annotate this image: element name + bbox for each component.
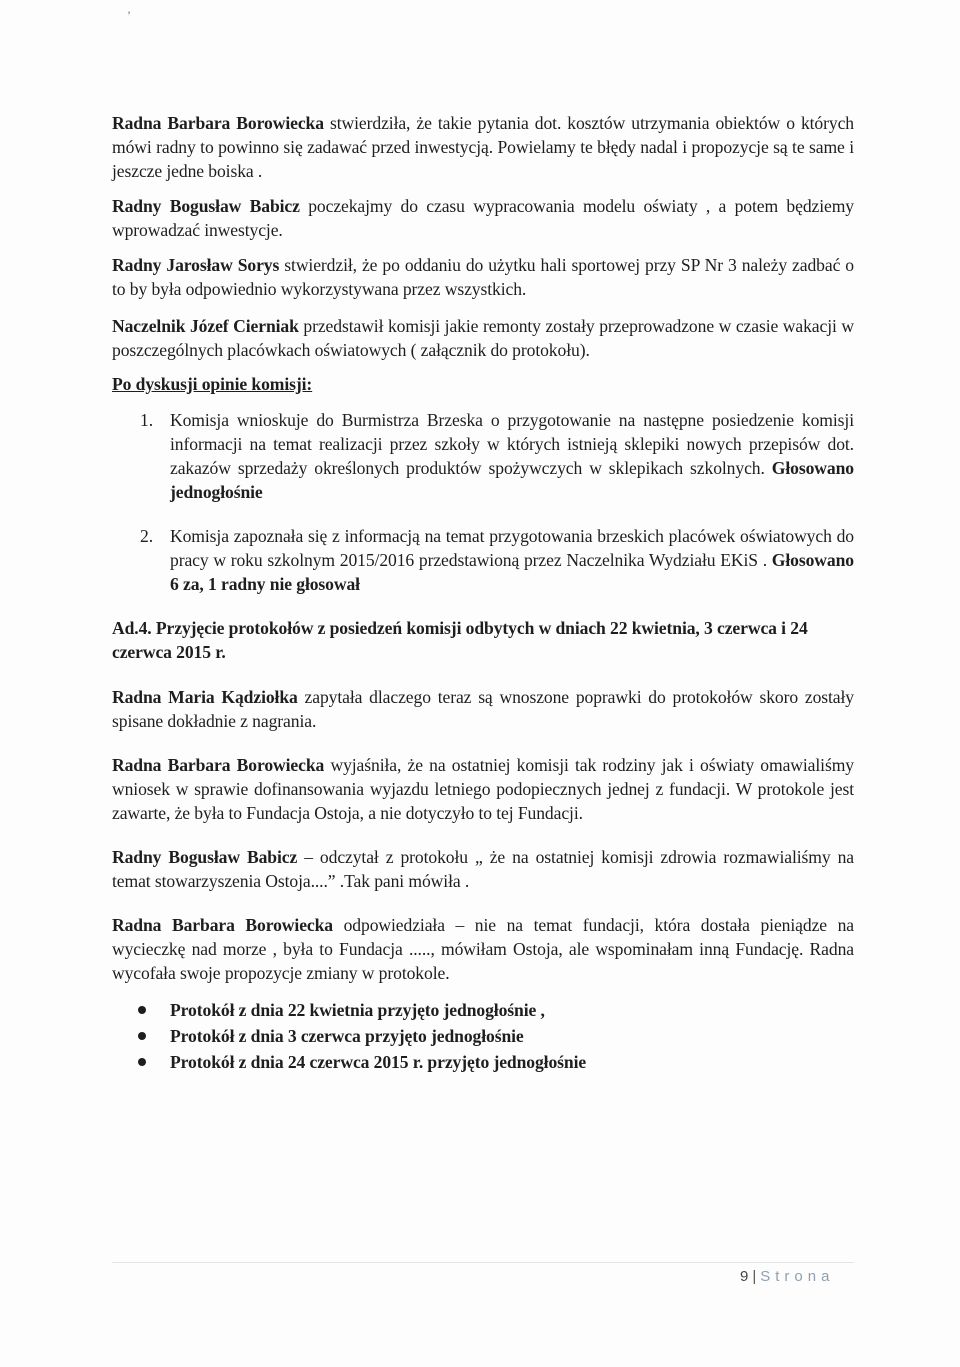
paragraph-text: stwierdziła, że takie pytania dot. kosztów utrzymania obiektów o których mówi radny to powinno się zadawać przed inwestycją. Powielamy te błędy nadal i propozycje są te same i jeszcze jedne boiska .	[112, 113, 854, 181]
paragraph-text: – odczytał z protokołu „ że na ostatniej komisji zdrowia rozmawialiśmy na temat stowarzyszenia Ostoja....” .Tak pani mówiła .	[112, 847, 854, 891]
protocol-list	[112, 997, 854, 1075]
speaker-name: Radna Barbara Borowiecka	[112, 113, 324, 133]
item-text: Komisja zapoznała się z informacją na temat przygotowania brzeskich placówek oświatowych do pracy w roku szkolnym 2015/2016 przedstawioną przez Naczelnika Wydziału EKiS .	[170, 526, 854, 570]
speaker-name: Radny Jarosław Sorys	[112, 255, 280, 275]
paragraph-text: stwierdził, że po oddaniu do użytku hali sportowej przy SP Nr 3 należy zadbać o to by była odpowiednio wykorzystywana przez wszystkich.	[112, 255, 854, 299]
paragraph-text: poczekajmy do czasu wypracowania modelu oświaty , a potem będziemy wprowadzać inwestycje.	[112, 196, 854, 240]
paragraph-kadziolka	[112, 685, 854, 733]
section-heading: Po dyskusji opinie komisji:	[112, 374, 313, 394]
bullet-text: Protokół z dnia 22 kwietnia przyjęto jednogłośnie ,	[170, 1000, 545, 1020]
agenda-point-heading: Ad.4. Przyjęcie protokołów z posiedzeń komisji odbytych w dniach 22 kwietnia, 3 czerwca i 24 czerwca 2015 r.	[112, 618, 808, 662]
bullet-item	[112, 997, 854, 1023]
item-number: 2.	[140, 526, 153, 546]
footer-label: Strona	[760, 1268, 835, 1285]
speaker-name: Naczelnik Józef Cierniak	[112, 316, 299, 336]
item-text: Komisja wnioskuje do Burmistrza Brzeska o przygotowanie na następne posiedzenie komisji informacji na temat realizacji przez szkoły w których istnieją sklepiki nowych przepisów dot. zakazów sprzedaży określonych produktów spożywczych w sklepikach szkolnych.	[170, 410, 854, 478]
opinion-list	[112, 408, 854, 596]
paragraph-borowiecka-3	[112, 913, 854, 985]
footer-divider	[112, 1262, 854, 1263]
bullet-item	[112, 1023, 854, 1049]
footer-separator: |	[752, 1268, 757, 1285]
speaker-name: Radna Barbara Borowiecka	[112, 915, 334, 935]
list-item	[112, 408, 854, 504]
bullet-dot-icon	[138, 1032, 146, 1040]
item-body	[170, 408, 854, 504]
speaker-name: Radny Bogusław Babicz	[112, 196, 300, 216]
vote-result: Głosowano 6 za, 1 radny nie głosował	[170, 550, 854, 594]
page-footer	[740, 1268, 834, 1285]
paragraph-text: przedstawił komisji jakie remonty zostały przeprowadzone w czasie wakacji w poszczególnych placówkach oświatowych ( załącznik do protokołu).	[112, 316, 854, 360]
vote-result: Głosowano jednogłośnie	[170, 458, 854, 502]
item-body	[170, 524, 854, 596]
bullet-text: Protokół z dnia 24 czerwca 2015 r. przyjęto jednogłośnie	[170, 1052, 587, 1072]
scan-speck: ’	[127, 8, 131, 22]
list-item	[112, 524, 854, 596]
paragraph-sorys	[112, 253, 854, 301]
paragraph-cierniak	[112, 314, 854, 362]
page-number: 9	[740, 1268, 749, 1285]
paragraph-text: odpowiedziała – nie na temat fundacji, która dostała pieniądze na wycieczkę nad morze , była to Fundacja ....., mówiłam Ostoja, ale wspominałam inną Fundację. Radna wycofała swoje propozycje zmiany w protokole.	[112, 915, 854, 983]
bullet-text: Protokół z dnia 3 czerwca przyjęto jednogłośnie	[170, 1026, 524, 1046]
paragraph-babicz-1	[112, 194, 854, 242]
paragraph-text: wyjaśniła, że na ostatniej komisji tak rodziny jak i oświaty omawialiśmy wniosek w sprawie dofinansowania wyjazdu letniego podopiecznych jednej z fundacji. W protokole jest zawarte, że była to Fundacja Ostoja, a nie dotyczyło to tej Fundacji.	[112, 755, 854, 823]
speaker-name: Radny Bogusław Babicz	[112, 847, 298, 867]
speaker-name: Radna Barbara Borowiecka	[112, 755, 325, 775]
paragraph-borowiecka-1	[112, 111, 854, 183]
paragraph-borowiecka-2	[112, 753, 854, 825]
item-number: 1.	[140, 410, 153, 430]
paragraph-babicz-2	[112, 845, 854, 893]
speaker-name: Radna Maria Kądziołka	[112, 687, 298, 707]
paragraph-text: zapytała dlaczego teraz są wnoszone poprawki do protokołów skoro zostały spisane dokładnie z nagrania.	[112, 687, 854, 731]
bullet-dot-icon	[138, 1058, 146, 1066]
bullet-dot-icon	[138, 1006, 146, 1014]
bullet-item	[112, 1049, 854, 1075]
document-body	[112, 111, 854, 1075]
